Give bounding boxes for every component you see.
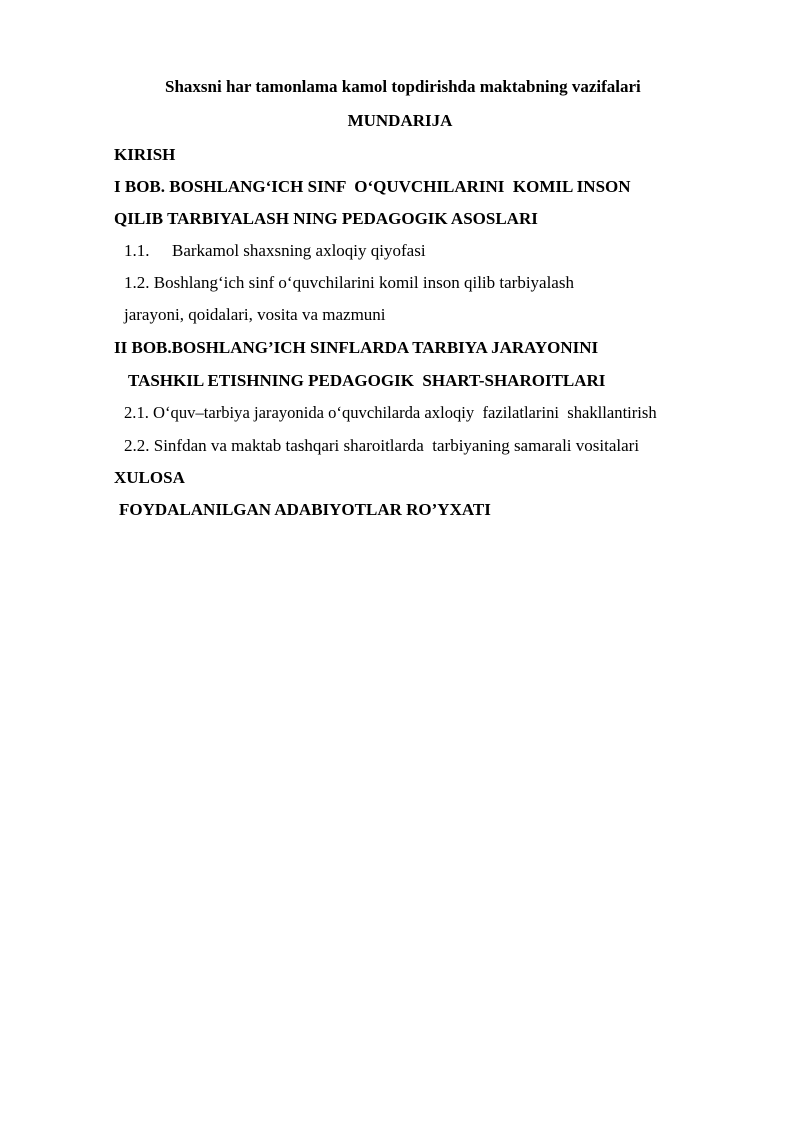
toc-conclusion: XULOSA [114,468,185,487]
toc-section-1-1-number: 1.1. [124,241,150,260]
toc-section-1-1-title: Barkamol shaxsning axloqiy qiyofasi [172,241,426,260]
toc-chapter2-title-line2: TASHKIL ETISHNING PEDAGOGIK SHART-SHAROITLARI [128,371,606,390]
document-title: Shaxsni har tamonlama kamol topdirishda maktabning vazifalari [165,77,641,96]
toc-chapter2-title-line1: II BOB.BOSHLANG’ICH SINFLARDA TARBIYA JARAYONINI [114,338,599,357]
toc-intro: KIRISH [114,145,176,164]
toc-section-2-2: 2.2. Sinfdan va maktab tashqari sharoitlarda tarbiyaning samarali vositalari [124,436,640,455]
toc-references: FOYDALANILGAN ADABIYOTLAR RO’YXATI [119,500,491,519]
toc-section-1-2-line1: 1.2. Boshlang‘ich sinf o‘quvchilarini komil inson qilib tarbiyalash [124,273,574,292]
toc-chapter1-title-line2: QILIB TARBIYALASH NING PEDAGOGIK ASOSLARI [114,209,538,228]
toc-section-2-1: 2.1. O‘quv–tarbiya jarayonida o‘quvchilarda axloqiy fazilatlarini shakllantirish [124,403,657,422]
toc-section-1-2-line2: jarayoni, qoidalari, vosita va mazmuni [124,305,386,324]
toc-heading: MUNDARIJA [347,111,453,130]
toc-chapter1-title-line1: I BOB. BOSHLANG‘ICH SINF O‘QUVCHILARINI KOMIL INSON [114,177,631,196]
